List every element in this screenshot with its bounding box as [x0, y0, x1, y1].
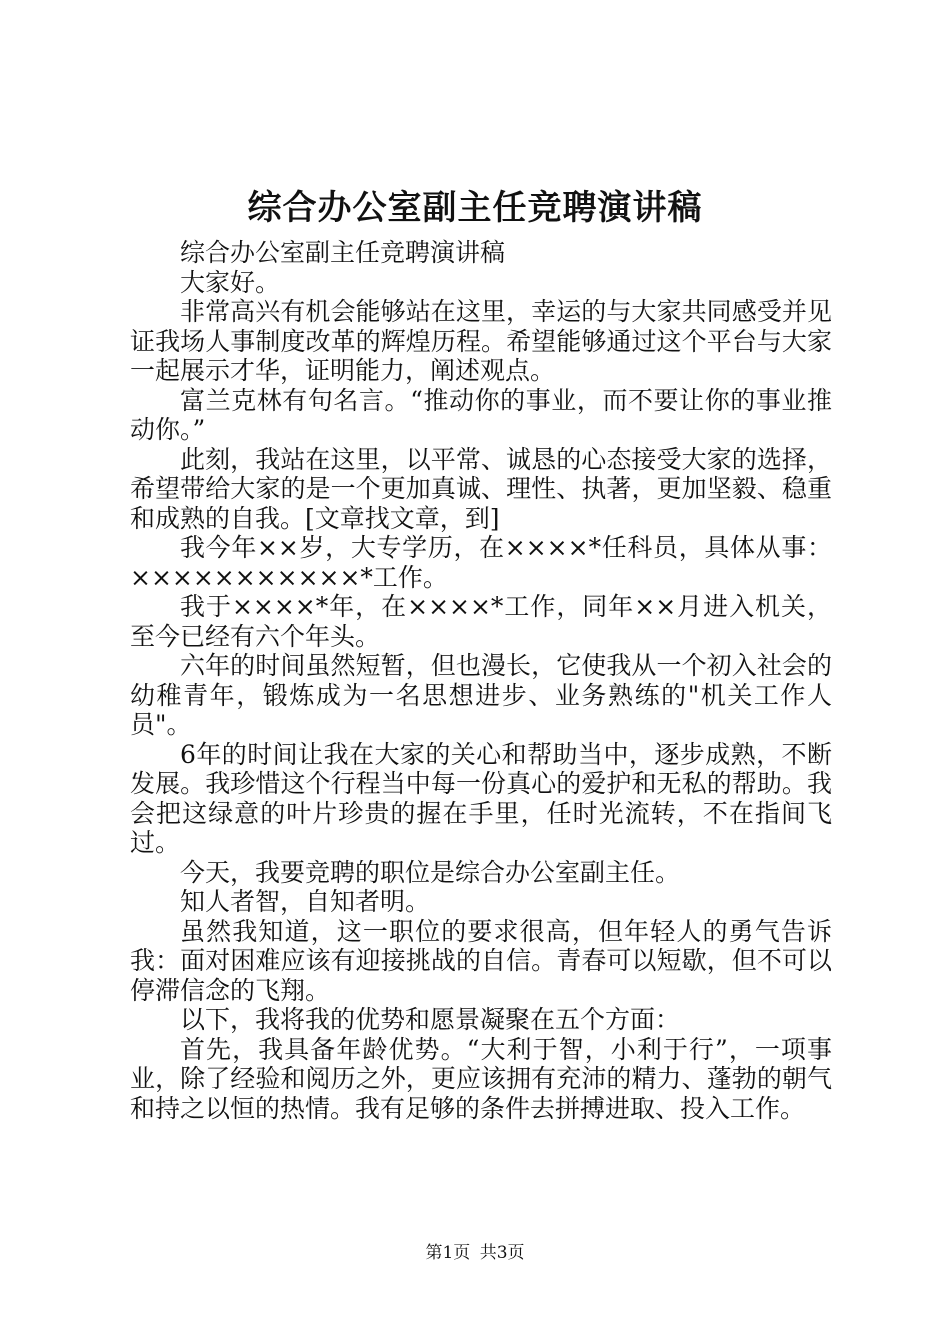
paragraph: 今天，我要竞聘的职位是综合办公室副主任。 [180, 857, 681, 887]
document-title: 综合办公室副主任竞聘演讲稿 [247, 188, 703, 228]
paragraph: 以下，我将我的优势和愿景凝聚在五个方面： [180, 1005, 681, 1034]
paragraph-greeting: 大家好。 [180, 267, 281, 297]
paragraph: 六年的时间虽然短暂，但也漫长，它使我从一个初入社会的幼稚青年，锻炼成为一名思想进步、业务熟练的"机关工作人员"。 [130, 651, 832, 739]
paragraph: 富兰克林有句名言。“推动你的事业，而不要让你的事业推动你。” [130, 385, 832, 444]
paragraph: 6年的时间让我在大家的关心和帮助当中，逐步成熟，不断发展。我珍惜这个行程当中每一份真心的爱护和无私的帮助。我会把这绿意的叶片珍贵的握在手里，任时光流转，不在指间飞过。 [130, 739, 832, 857]
paragraph: 此刻，我站在这里，以平常、诚恳的心态接受大家的选择，希望带给大家的是一个更加真诚、理性、执著，更加坚毅、稳重和成熟的自我。[文章找文章，到] [130, 444, 832, 533]
document-body [130, 238, 832, 1123]
page-number: 第1页 [425, 1243, 471, 1263]
paragraph: 知人者智，自知者明。 [180, 887, 431, 916]
paragraph: 非常高兴有机会能够站在这里，幸运的与大家共同感受并见证我场人事制度改革的辉煌历程。希望能够通过这个平台与大家一起展示才华，证明能力，阐述观点。 [130, 297, 832, 385]
page-total: 共3页 [479, 1243, 525, 1263]
paragraph: 虽然我知道，这一职位的要求很高，但年轻人的勇气告诉我：面对困难应该有迎接挑战的自信。青春可以短歇，但不可以停滞信念的飞翔。 [130, 916, 832, 1005]
paragraph: 我今年××岁，大专学历，在××××*任科员，具体从事：×××××××××××*工作。 [130, 533, 832, 592]
page-footer [0, 1241, 950, 1265]
paragraph: 我于××××*年，在××××*工作，同年××月进入机关，至今已经有六个年头。 [130, 592, 832, 651]
paragraph: 首先，我具备年龄优势。“大利于智，小利于行”，一项事业，除了经验和阅历之外，更应该拥有充沛的精力、蓬勃的朝气和持之以恒的热情。我有足够的条件去拼搏进取、投入工作。 [130, 1034, 832, 1123]
paragraph-subtitle: 综合办公室副主任竞聘演讲稿 [180, 238, 506, 267]
